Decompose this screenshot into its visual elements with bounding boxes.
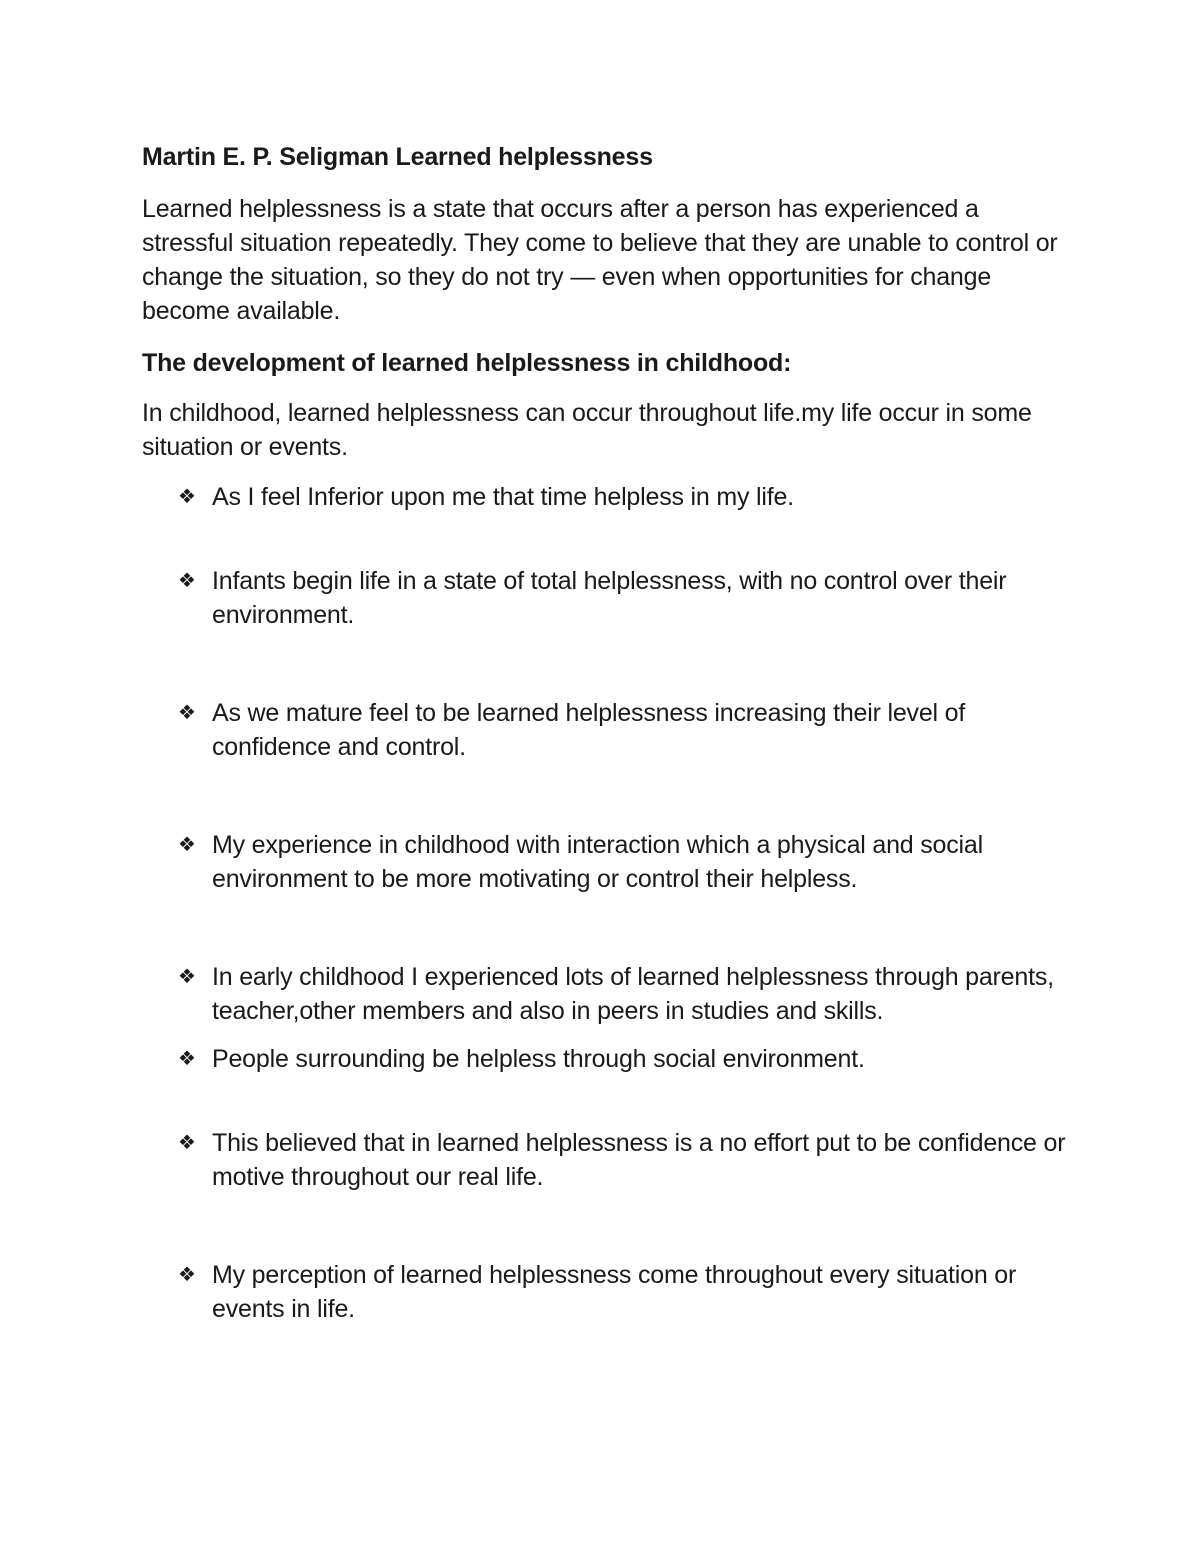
list-item-text: People surrounding be helpless through social environment. <box>212 1045 865 1073</box>
list-item <box>142 1258 1072 1326</box>
diamond-bullet-icon: ❖ <box>178 486 196 508</box>
diamond-bullet-icon: ❖ <box>178 1048 196 1070</box>
intro-paragraph: Learned helplessness is a state that occurs after a person has experienced a stressful situation repeatedly. They come to believe that they are unable to control or change the situation, so they do not try — even when opportunities for change become available. <box>142 195 1058 325</box>
bullet-list <box>142 480 1072 1326</box>
diamond-bullet-icon: ❖ <box>178 702 196 724</box>
document-title: Martin E. P. Seligman Learned helplessness <box>142 143 653 171</box>
diamond-bullet-icon: ❖ <box>178 570 196 592</box>
list-item <box>142 696 1072 764</box>
list-item-text: This believed that in learned helplessness is a no effort put to be confidence or motive throughout our real life. <box>212 1129 1066 1191</box>
list-item-text: As I feel Inferior upon me that time helpless in my life. <box>212 483 794 511</box>
list-item-text: As we mature feel to be learned helplessness increasing their level of confidence and control. <box>212 699 966 761</box>
diamond-bullet-icon: ❖ <box>178 834 196 856</box>
list-item <box>142 960 1072 1028</box>
diamond-bullet-icon: ❖ <box>178 1132 196 1154</box>
diamond-bullet-icon: ❖ <box>178 966 196 988</box>
section-intro-paragraph: In childhood, learned helplessness can occur throughout life.my life occur in some situation or events. <box>142 399 1032 461</box>
list-item <box>142 480 1072 514</box>
list-item-text: In early childhood I experienced lots of learned helplessness through parents, teacher,other members and also in peers in studies and skills. <box>212 963 1054 1025</box>
list-item-text: My experience in childhood with interaction which a physical and social environment to be more motivating or control their helpless. <box>212 831 983 893</box>
list-item-text: My perception of learned helplessness come throughout every situation or events in life. <box>212 1261 1017 1323</box>
diamond-bullet-icon: ❖ <box>178 1264 196 1286</box>
section-heading: The development of learned helplessness in childhood: <box>142 349 792 377</box>
document-body <box>142 140 1072 1326</box>
list-item-text: Infants begin life in a state of total helplessness, with no control over their environment. <box>212 567 1007 629</box>
list-item <box>142 1126 1072 1194</box>
list-item <box>142 828 1072 896</box>
list-item <box>142 564 1072 632</box>
list-item <box>142 1042 1072 1076</box>
